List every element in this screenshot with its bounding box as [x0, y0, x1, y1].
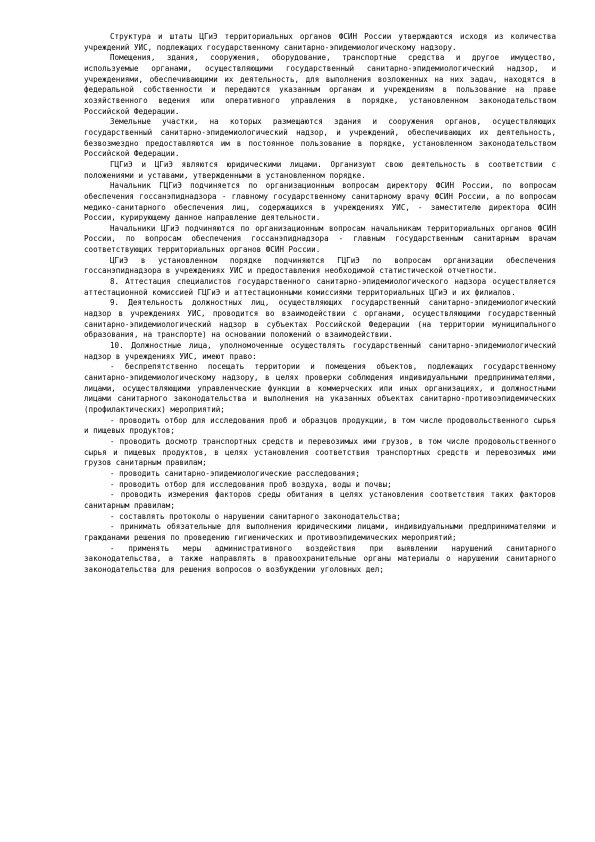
list-item-administrative-measures: - применять меры административного воздействия при выявлении нарушений санитарного законодательства, а также направлять в правоохранительные органы материалы о нарушении санитарного законодательства для решения вопросов о возбуждении уголовных дел; — [84, 543, 556, 574]
paragraph-9-cooperation: 9. Деятельность должностных лиц, осуществляющих государственный санитарно-эпидемиологический надзор в учреждениях УИС, проводится во взаимодействии с органами, осуществляющими государственный санитарно-эпидемиологический надзор в субъектах Российской Федерации (на территории муниципального образования, на транспорте) на основании положений о взаимодействии. — [84, 298, 556, 340]
paragraph-property: Помещения, здания, сооружения, оборудование, транспортные средства и другое имущество, используемые органами, осуществляющими государственный санитарно-эпидемиологический надзор, и учреждениями, обеспечивающими их деятельность, для выполнения возложенных на них задач, находятся в федеральной собственности и передаются указанным органам и учреждениям в пользование на праве хозяйственного ведения или оперативного управления в порядке, установленном законодательством Российской Федерации. — [84, 53, 556, 116]
paragraph-cgie-subordination: ЦГиЭ в установленном порядке подчиняются ГЦГиЭ по вопросам организации обеспечения госсанэпиднадзора в учреждениях УИС и предоставления необходимой статистической отчетности. — [84, 255, 556, 276]
list-item-vehicle-inspection: - проводить досмотр транспортных средств и перевозимых ими грузов, в том числе продовольственного сырья и пищевых продуктов, в целях установления соответствия транспортных средств и перевозимых ими грузов санитарным правилам; — [84, 436, 556, 468]
list-item-measurements: - проводить измерения факторов среды обитания в целях установления соответствия таких факторов санитарным правилам; — [84, 490, 556, 510]
list-item-protocols: - составлять протоколы о нарушении санитарного законодательства; — [110, 511, 401, 521]
list-item-visit-territories: - беспрепятственно посещать территории и помещения объектов, подлежащих государственному санитарно-эпидемиологическому надзору, в целях проверки соблюдения индивидуальными предпринимателями, лицами, осуществляющими управленческие функции в коммерческих или иных организациях, и должностными лицами санитарного законодательства и выполнения на указанных объектах санитарно-противоэпидемических (профилактических) мероприятий; — [84, 362, 556, 414]
list-item-sampling-products: - проводить отбор для исследования проб и образцов продукции, в том числе продовольственного сырья и пищевых продуктов; — [84, 415, 556, 436]
list-item-sampling-environment: - проводить отбор для исследования проб воздуха, воды и почвы; — [110, 479, 392, 489]
paragraph-staffing: Структура и штаты ЦГиЭ территориальных органов ФСИН России утверждаются исходя из количества учреждений УИС, подлежащих государственному санитарно-эпидемиологическому надзору. — [84, 32, 556, 52]
paragraph-legal-entities: ГЦГиЭ и ЦГиЭ являются юридическими лицами. Организуют свою деятельность в соответствии с положениями и уставами, утвержденными в установленном порядке. — [84, 159, 556, 180]
paragraph-heads-cgie: Начальники ЦГиЭ подчиняются по организационным вопросам начальникам территориальных органов ФСИН России, по вопросам обеспечения госсанэпиднадзора - главным государственным санитарным врачам соответствующих территориальных органов ФСИН России. — [84, 223, 556, 255]
list-item-binding-decisions: - принимать обязательные для выполнения юридическими лицами, индивидуальными предпринимателями и гражданами решения по проведению гигиенических и противоэпидемических мероприятий; — [84, 522, 556, 542]
document-page — [84, 32, 556, 575]
list-item-investigations: - проводить санитарно-эпидемиологические расследования; — [110, 468, 360, 478]
paragraph-head-gcgie: Начальник ГЦГиЭ подчиняется по организационным вопросам директору ФСИН России, по вопросам обеспечения госсанэпиднадзора - главному государственному санитарному врачу ФСИН России, а по вопросам медико-санитарного обеспечения лиц, содержащихся в учреждениях УИС, - заместителю директора ФСИН России, курирующему данное направление деятельности. — [84, 181, 556, 223]
paragraph-land: Земельные участки, на которых размещаются здания и сооружения органов, осуществляющих государственный санитарно-эпидемиологический надзор, и учреждений, обеспечивающих их деятельность, безвозмездно предоставляются им в постоянное пользование в порядке, установленном законодательством Российской Федерации. — [84, 117, 556, 159]
paragraph-8-attestation: 8. Аттестация специалистов государственного санитарно-эпидемиологического надзора осуществляется аттестационной комиссией ГЦГиЭ и аттестационными комиссиями территориальных ЦГиЭ и их филиалов. — [84, 277, 556, 297]
paragraph-10-rights: 10. Должностные лица, уполномоченные осуществлять государственный санитарно-эпидемиологический надзор в учреждениях УИС, имеют право: — [84, 341, 556, 361]
